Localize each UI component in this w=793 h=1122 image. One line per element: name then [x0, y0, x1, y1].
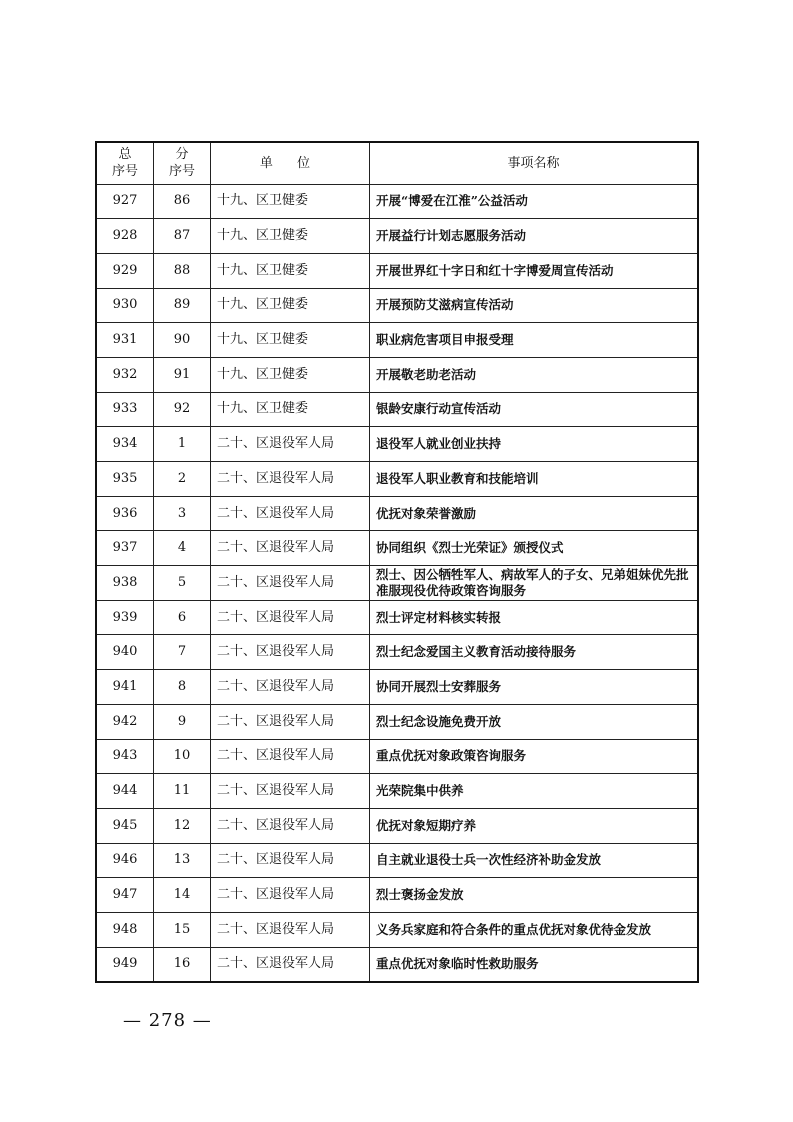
- table-row: [96, 635, 698, 670]
- cell-sub-number: 14: [154, 878, 211, 913]
- cell-unit: 二十、区退役军人局: [211, 531, 370, 566]
- page-number: — 278 —: [123, 1010, 212, 1031]
- cell-item-name: 开展益行计划志愿服务活动: [370, 219, 699, 254]
- cell-sub-number: 2: [154, 462, 211, 497]
- header-sub-line2: 序号: [168, 164, 195, 180]
- cell-sub-number: 86: [154, 184, 211, 219]
- cell-sub-number: 11: [154, 774, 211, 809]
- cell-item-name: 重点优抚对象临时性救助服务: [370, 947, 699, 982]
- table-row: [96, 427, 698, 462]
- cell-sub-number: 7: [154, 635, 211, 670]
- table-row: [96, 184, 698, 219]
- cell-total-number: 932: [96, 357, 154, 392]
- header-sub-number: [154, 142, 211, 184]
- cell-item-name: 开展“博爱在江淮”公益活动: [370, 184, 699, 219]
- table-row: [96, 774, 698, 809]
- header-sub-line1: 分: [175, 147, 189, 163]
- table-row: [96, 496, 698, 531]
- header-total-line1: 总: [118, 147, 132, 163]
- cell-total-number: 935: [96, 462, 154, 497]
- cell-item-name: 烈士评定材料核实转报: [370, 600, 699, 635]
- header-total-line2: 序号: [111, 164, 138, 180]
- table-row: [96, 219, 698, 254]
- cell-total-number: 944: [96, 774, 154, 809]
- cell-item-name: 职业病危害项目申报受理: [370, 323, 699, 358]
- table-row: [96, 739, 698, 774]
- table-row: [96, 253, 698, 288]
- cell-item-name: 烈士褒扬金发放: [370, 878, 699, 913]
- table-row: [96, 392, 698, 427]
- header-total-number: [96, 142, 154, 184]
- cell-sub-number: 5: [154, 566, 211, 601]
- cell-total-number: 930: [96, 288, 154, 323]
- cell-total-number: 939: [96, 600, 154, 635]
- cell-item-name: 开展世界红十字日和红十字博爱周宣传活动: [370, 253, 699, 288]
- cell-total-number: 937: [96, 531, 154, 566]
- table-row: [96, 808, 698, 843]
- cell-total-number: 938: [96, 566, 154, 601]
- table-row: [96, 912, 698, 947]
- table-row: [96, 947, 698, 982]
- table-row: [96, 531, 698, 566]
- cell-sub-number: 10: [154, 739, 211, 774]
- cell-sub-number: 16: [154, 947, 211, 982]
- cell-unit: 十九、区卫健委: [211, 357, 370, 392]
- cell-item-name: 光荣院集中供养: [370, 774, 699, 809]
- cell-sub-number: 12: [154, 808, 211, 843]
- cell-item-name: 银龄安康行动宣传活动: [370, 392, 699, 427]
- cell-unit: 十九、区卫健委: [211, 184, 370, 219]
- cell-sub-number: 88: [154, 253, 211, 288]
- cell-item-name: 烈士、因公牺牲军人、病故军人的子女、兄弟姐妹优先批准服现役优待政策咨询服务: [370, 566, 699, 601]
- table-row: [96, 566, 698, 601]
- cell-sub-number: 91: [154, 357, 211, 392]
- cell-total-number: 943: [96, 739, 154, 774]
- cell-unit: 二十、区退役军人局: [211, 704, 370, 739]
- cell-unit: 二十、区退役军人局: [211, 635, 370, 670]
- cell-total-number: 947: [96, 878, 154, 913]
- table-row: [96, 288, 698, 323]
- cell-item-name: 退役军人就业创业扶持: [370, 427, 699, 462]
- cell-sub-number: 87: [154, 219, 211, 254]
- table-row: [96, 600, 698, 635]
- cell-unit: 十九、区卫健委: [211, 219, 370, 254]
- cell-total-number: 940: [96, 635, 154, 670]
- cell-sub-number: 13: [154, 843, 211, 878]
- cell-item-name: 烈士纪念设施免费开放: [370, 704, 699, 739]
- cell-unit: 二十、区退役军人局: [211, 600, 370, 635]
- table-row: [96, 357, 698, 392]
- cell-sub-number: 89: [154, 288, 211, 323]
- cell-unit: 十九、区卫健委: [211, 392, 370, 427]
- cell-sub-number: 9: [154, 704, 211, 739]
- table-row: [96, 704, 698, 739]
- cell-item-name: 协同组织《烈士光荣证》颁授仪式: [370, 531, 699, 566]
- cell-unit: 二十、区退役军人局: [211, 739, 370, 774]
- cell-unit: 二十、区退役军人局: [211, 878, 370, 913]
- cell-unit: 二十、区退役军人局: [211, 808, 370, 843]
- cell-unit: 二十、区退役军人局: [211, 427, 370, 462]
- cell-unit: 十九、区卫健委: [211, 253, 370, 288]
- cell-unit: 二十、区退役军人局: [211, 670, 370, 705]
- header-unit: 单 位: [211, 142, 370, 184]
- cell-sub-number: 90: [154, 323, 211, 358]
- cell-total-number: 942: [96, 704, 154, 739]
- cell-unit: 十九、区卫健委: [211, 288, 370, 323]
- cell-unit: 十九、区卫健委: [211, 323, 370, 358]
- cell-total-number: 927: [96, 184, 154, 219]
- cell-item-name: 优抚对象荣誉激励: [370, 496, 699, 531]
- cell-item-name: 开展敬老助老活动: [370, 357, 699, 392]
- cell-item-name: 重点优抚对象政策咨询服务: [370, 739, 699, 774]
- cell-unit: 二十、区退役军人局: [211, 843, 370, 878]
- cell-sub-number: 4: [154, 531, 211, 566]
- table-header-row: [96, 142, 698, 184]
- table-row: [96, 843, 698, 878]
- cell-sub-number: 6: [154, 600, 211, 635]
- cell-total-number: 948: [96, 912, 154, 947]
- header-item-name: 事项名称: [370, 142, 699, 184]
- cell-unit: 二十、区退役军人局: [211, 566, 370, 601]
- cell-sub-number: 15: [154, 912, 211, 947]
- cell-total-number: 933: [96, 392, 154, 427]
- table-row: [96, 670, 698, 705]
- cell-item-name: 义务兵家庭和符合条件的重点优抚对象优待金发放: [370, 912, 699, 947]
- cell-unit: 二十、区退役军人局: [211, 496, 370, 531]
- cell-unit: 二十、区退役军人局: [211, 912, 370, 947]
- cell-item-name: 协同开展烈士安葬服务: [370, 670, 699, 705]
- cell-total-number: 928: [96, 219, 154, 254]
- cell-unit: 二十、区退役军人局: [211, 947, 370, 982]
- cell-total-number: 931: [96, 323, 154, 358]
- cell-total-number: 941: [96, 670, 154, 705]
- cell-item-name: 烈士纪念爱国主义教育活动接待服务: [370, 635, 699, 670]
- table-row: [96, 462, 698, 497]
- service-items-table: [95, 141, 699, 983]
- cell-item-name: 开展预防艾滋病宣传活动: [370, 288, 699, 323]
- cell-total-number: 949: [96, 947, 154, 982]
- table-row: [96, 323, 698, 358]
- cell-total-number: 936: [96, 496, 154, 531]
- cell-item-name: 优抚对象短期疗养: [370, 808, 699, 843]
- cell-total-number: 929: [96, 253, 154, 288]
- table-row: [96, 878, 698, 913]
- cell-total-number: 945: [96, 808, 154, 843]
- cell-item-name: 退役军人职业教育和技能培训: [370, 462, 699, 497]
- cell-total-number: 946: [96, 843, 154, 878]
- cell-sub-number: 1: [154, 427, 211, 462]
- cell-item-name: 自主就业退役士兵一次性经济补助金发放: [370, 843, 699, 878]
- cell-sub-number: 92: [154, 392, 211, 427]
- cell-total-number: 934: [96, 427, 154, 462]
- cell-unit: 二十、区退役军人局: [211, 774, 370, 809]
- cell-sub-number: 3: [154, 496, 211, 531]
- cell-unit: 二十、区退役军人局: [211, 462, 370, 497]
- cell-sub-number: 8: [154, 670, 211, 705]
